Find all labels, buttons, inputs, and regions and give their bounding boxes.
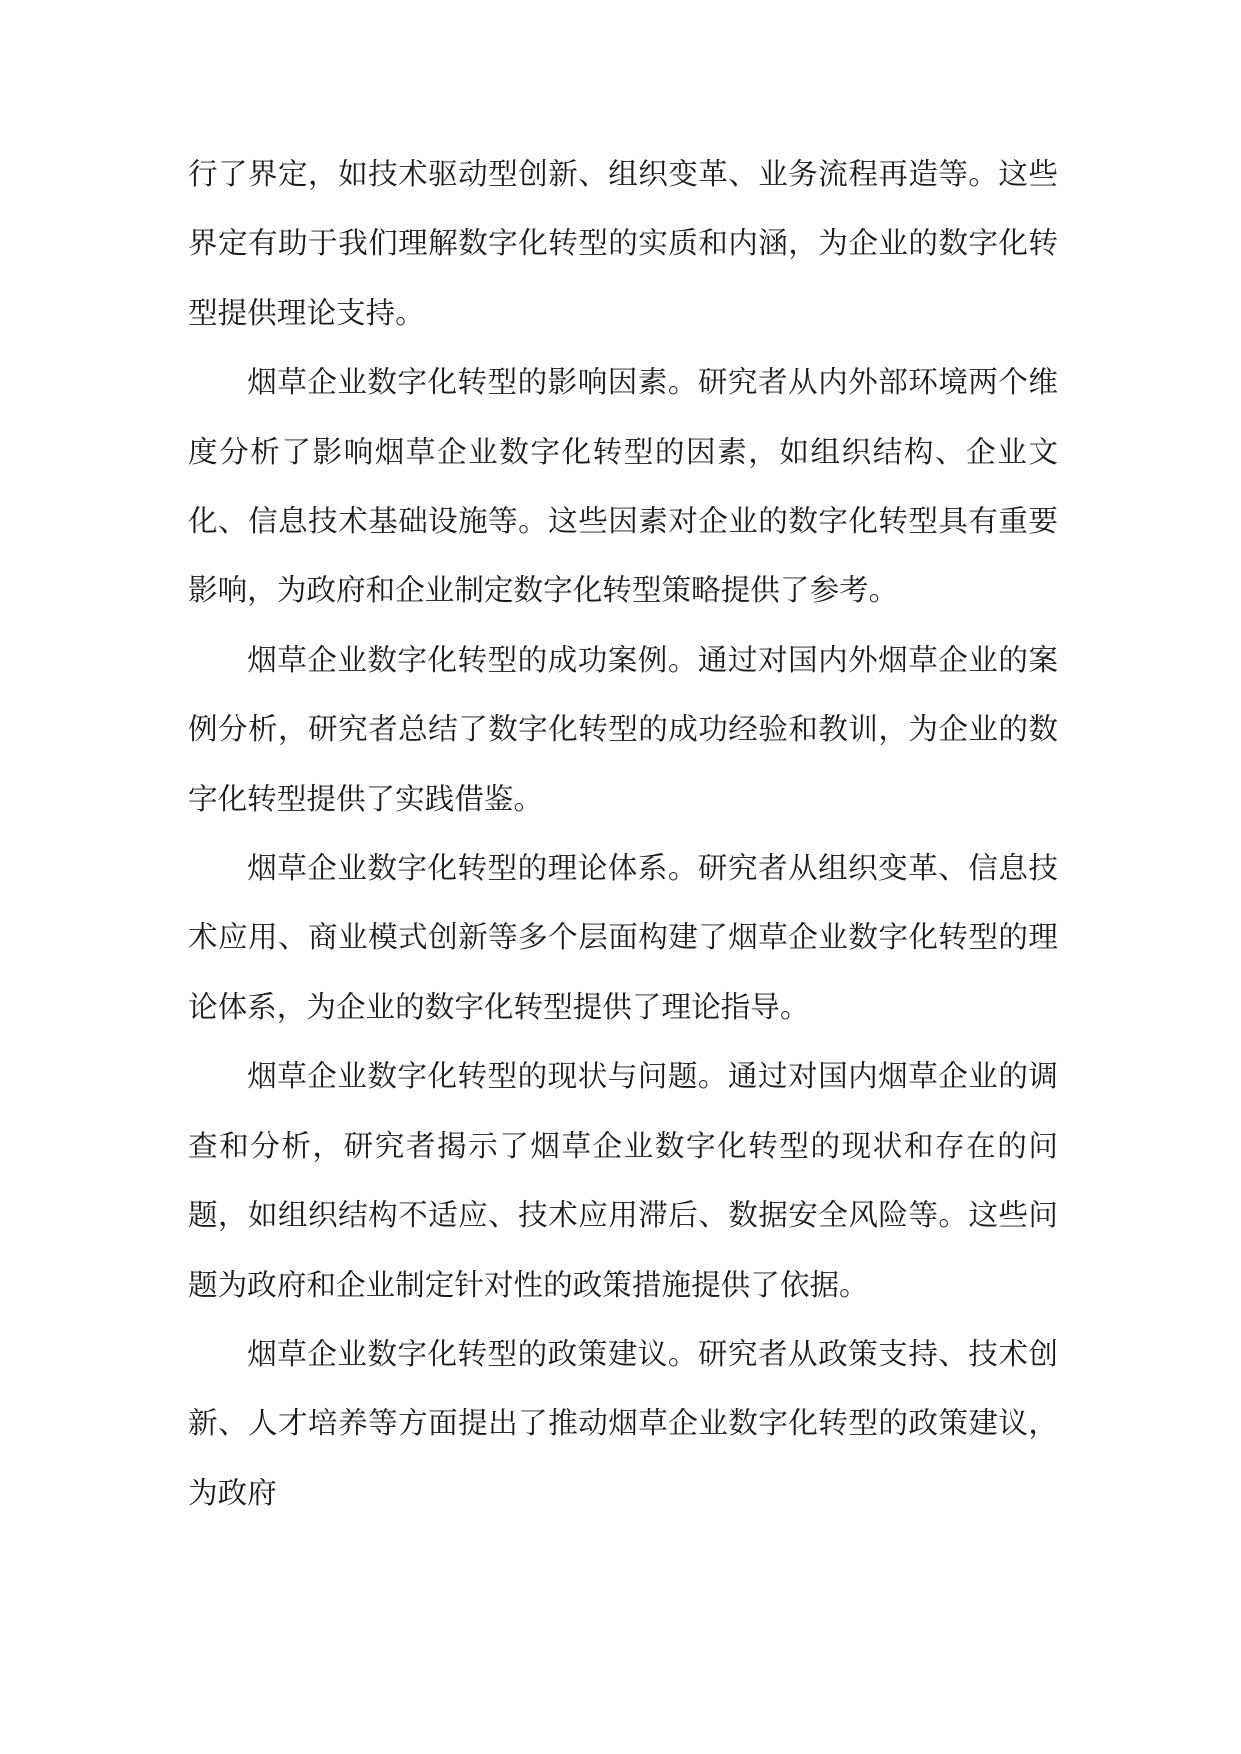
paragraph-policy-suggestions: 烟草企业数字化转型的政策建议。研究者从政策支持、技术创新、人才培养等方面提出了推动烟草企业数字化转型的政策建议，为政府 [188,1336,1058,1510]
document-body [188,140,1058,1528]
paragraph-definition-continuation: 行了界定，如技术驱动型创新、组织变革、业务流程再造等。这些界定有助于我们理解数字化转型的实质和内涵，为企业的数字化转型提供理论支持。 [188,157,1058,330]
paragraph-success-cases: 烟草企业数字化转型的成功案例。通过对国内外烟草企业的案例分析，研究者总结了数字化转型的成功经验和教训，为企业的数字化转型提供了实践借鉴。 [188,642,1058,816]
paragraph-status-and-problems: 烟草企业数字化转型的现状与问题。通过对国内烟草企业的调查和分析，研究者揭示了烟草企业数字化转型的现状和存在的问题，如组织结构不适应、技术应用滞后、数据安全风险等。这些问题为政府和企业制定针对性的政策措施提供了依据。 [188,1059,1058,1302]
paragraph-theoretical-system: 烟草企业数字化转型的理论体系。研究者从组织变革、信息技术应用、商业模式创新等多个层面构建了烟草企业数字化转型的理论体系，为企业的数字化转型提供了理论指导。 [188,851,1058,1024]
paragraph-influencing-factors: 烟草企业数字化转型的影响因素。研究者从内外部环境两个维度分析了影响烟草企业数字化转型的因素，如组织结构、企业文化、信息技术基础设施等。这些因素对企业的数字化转型具有重要影响，为政府和企业制定数字化转型策略提供了参考。 [188,365,1058,608]
